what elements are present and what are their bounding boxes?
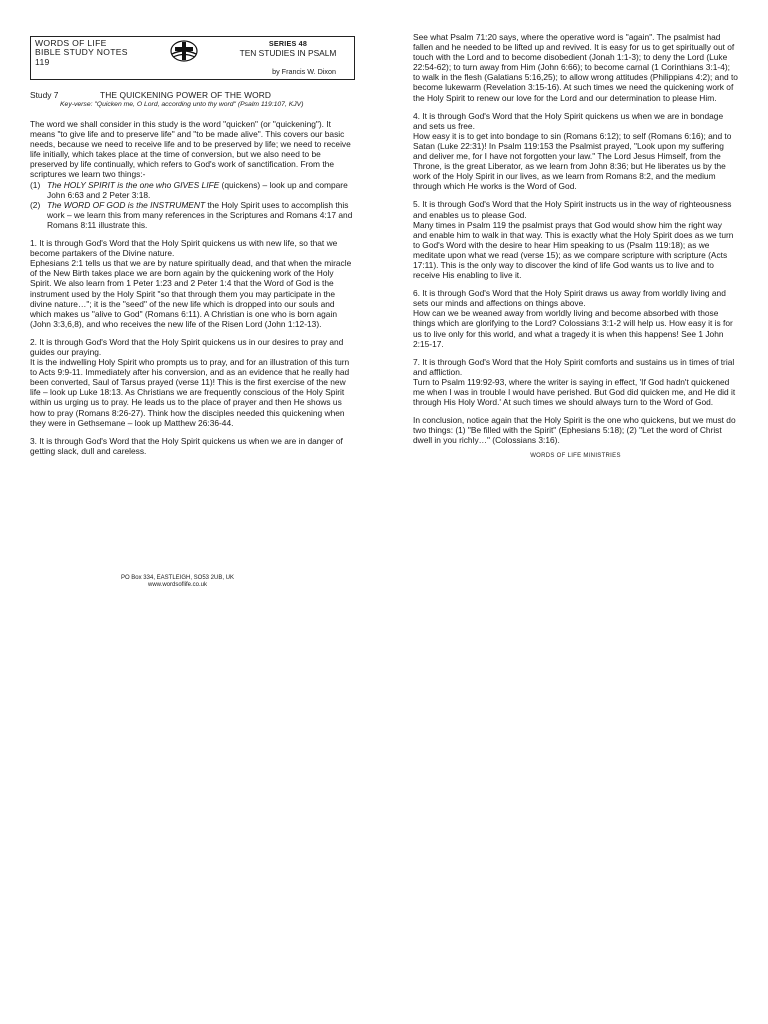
list-text: (quickens) – look up and compare John 6:63 and 2 Peter 3:18.: [47, 179, 348, 200]
section-body: How can we be weaned away from worldly living and become absorbed with those things which are glorifying to the Lord? Colossians 3:1-2 will help us. How easy it is for us to live only for this world, and what a tragedy it is when this happens! See 1 John 2:15-17.: [413, 308, 733, 349]
section-heading: 4. It is through God's Word that the Holy Spirit quickens us when we are in bondage and sets us free.: [413, 110, 724, 131]
left-column: [30, 36, 355, 456]
header-title-line1: WORDS OF LIFE: [35, 38, 107, 48]
section-body: Ephesians 2:1 tells us that we are by nature spiritually dead, and that when the miracle of the New Birth takes place we are born again by the quickening work of the Holy Spirit. We also learn from 1 Peter 1:23 and 2 Peter 1:4 that the Word of God is the instrument used by the Holy Spirit "so that through them you may participate in the divine nature…"; it is the "seed" of the new life which is dropped into our souls and which makes us "alive to God" (Romans 6:11). A Christian is one who is born again (John 3:3,6,8), and who receives the new life of the Risen Lord (John 1:12-13).: [30, 258, 352, 329]
section-heading: 2. It is through God's Word that the Holy Spirit quickens us in our desires to pray and guides our praying.: [30, 336, 344, 357]
section-heading: 1. It is through God's Word that the Holy Spirit quickens us with new life, so that we become partakers of the Divine nature.: [30, 238, 338, 259]
study-number: Study 7: [30, 90, 59, 100]
list-marker: (2): [30, 199, 41, 210]
study-heading: [30, 90, 355, 100]
series-label: SERIES 48: [268, 39, 308, 48]
header-title-line3: 119: [35, 56, 50, 67]
key-verse: Key-verse: "Quicken me, O Lord, according unto thy word" (Psalm 119:107, KJV): [60, 101, 304, 108]
conclusion-paragraph: In conclusion, notice again that the Holy Spirit is the one who quickens, but we must do two things: (1) "Be filled with the Spirit" (Ephesians 5:18); (2) "Let the word of Christ dwell in you richly…" (Colossians 3:16).: [413, 415, 736, 446]
right-column: [413, 32, 738, 462]
study-title: THE QUICKENING POWER OF THE WORD: [100, 90, 272, 100]
cross-emblem-icon: [169, 40, 199, 62]
section-body: Many times in Psalm 119 the psalmist prays that God would show him the right way and enable him to walk in that way. This is exactly what the Holy Spirit does as we turn to God's Word with the desire to hear Him speaking to us (Psalm 119:18); as we meditate upon what we read (verse 15); as we compare scripture with scripture (Acts 17:11). This is the only way to discover the kind of life God wants us to live and to receive His enabling to live it.: [413, 219, 734, 281]
header-title-line2: BIBLE STUDY NOTES: [35, 47, 128, 58]
section-body: Turn to Psalm 119:92-93, where the writer is saying in effect, 'If God hadn't quickened me when I was in trouble I would have perished. But God did quicken me, and He did it through His Holy Word.' At such times we should always turn to the Word of God.: [413, 376, 736, 408]
list-emphasis: The HOLY SPIRIT is the one who GIVES LIFE: [47, 179, 220, 190]
postal-address: PO Box 334, EASTLEIGH, SO53 2UB, UK: [120, 575, 235, 581]
list-text: the Holy Spirit uses to accomplish this work – we learn this from many references in the Scriptures and Romans 4:17 and Romans 8:11 illustrate this.: [47, 199, 353, 230]
author-credit: by Francis W. Dixon: [272, 66, 336, 76]
footer-address: [100, 575, 255, 590]
list-marker: (1): [30, 179, 41, 190]
intro-list-item: [30, 200, 355, 230]
intro-list-item: [30, 180, 355, 200]
series-subtitle: TEN STUDIES IN PSALM: [239, 47, 337, 58]
section-body: How easy it is to get into bondage to sin (Romans 6:12); to self (Romans 6:16); and to Satan (Luke 22:31)! In Psalm 119:153 the Psalmist prayed, "Look upon my suffering and deliver me, for I have not forgotten your law." The Lord Jesus Himself, from the Throne, is the great Liberator, as we learn from John 8:36; but He liberates us by the work of the Holy Spirit in our lives, as we learn from Romans 8:2, and the medium through which He works is the Word of God.: [413, 130, 732, 192]
section-heading: 5. It is through God's Word that the Holy Spirit instructs us in the way of righteousness and enables us to please God.: [413, 199, 732, 220]
list-emphasis: The WORD OF GOD is the INSTRUMENT: [47, 199, 206, 210]
section-body: It is the indwelling Holy Spirit who prompts us to pray, and for an illustration of this turn to Acts 9:9-11. Immediately after his conversion, and as an evidence that he really had been converted, Saul of Tarsus prayed (verse 11)! This is the first exercise of the new life – look up Luke 18:13. As Christians we are frequently conscious of the Holy Spirit within us urging us to pray. He leads us to the place of prayer and then He shows us how to pray (Romans 8:26-27). Think how the disciples needed this quickening when they were in Gethsemane – look up Matthew 26:36-44.: [30, 357, 350, 428]
header-series-block: [223, 39, 353, 58]
header-box: [30, 36, 355, 80]
header-title-block: [35, 39, 128, 67]
section-heading: 6. It is through God's Word that the Holy Spirit draws us away from worldly living and sets our minds and affections on things above.: [413, 288, 726, 309]
intro-paragraph: The word we shall consider in this study is the word "quicken" (or "quickening"). It means "to give life and to preserve life" and "to be made alive". This covers our basic needs, because we need to receive life and to be preserved by life; we need to receive life initially, which takes place at the time of conversion, but we also need to be preserved by life continually, which refers to God's work of sanctification. From the scriptures we learn two things:-: [30, 119, 351, 180]
section-body: See what Psalm 71:20 says, where the operative word is "again". The psalmist had fallen and he needed to be lifted up and revived. It is easy for us to get spiritually out of touch with the Lord and to become disobedient (Jonah 1:1-3); to deny the Lord (Luke 22:54-62); to turn away from Him (John 6:66); to become carnal (1 Corinthians 3:1-4); to walk in the flesh (Galatians 5:16,25); to allow wrong attitudes (Philippians 4:2); and to become lukewarm (Revelation 3:15-16). At such times we need the quickening work of the Holy Spirit to renew our love for the Lord and our determination to please Him.: [413, 32, 738, 103]
ministries-label: WORDS OF LIFE MINISTRIES: [530, 453, 621, 460]
website-url: www.wordsoflife.co.uk: [147, 582, 208, 589]
section-heading: 7. It is through God's Word that the Holy Spirit comforts and sustains us in times of trial and affliction.: [413, 356, 735, 377]
section-heading: 3. It is through God's Word that the Holy Spirit quickens us when we are in danger of getting slack, dull and careless.: [30, 435, 343, 456]
